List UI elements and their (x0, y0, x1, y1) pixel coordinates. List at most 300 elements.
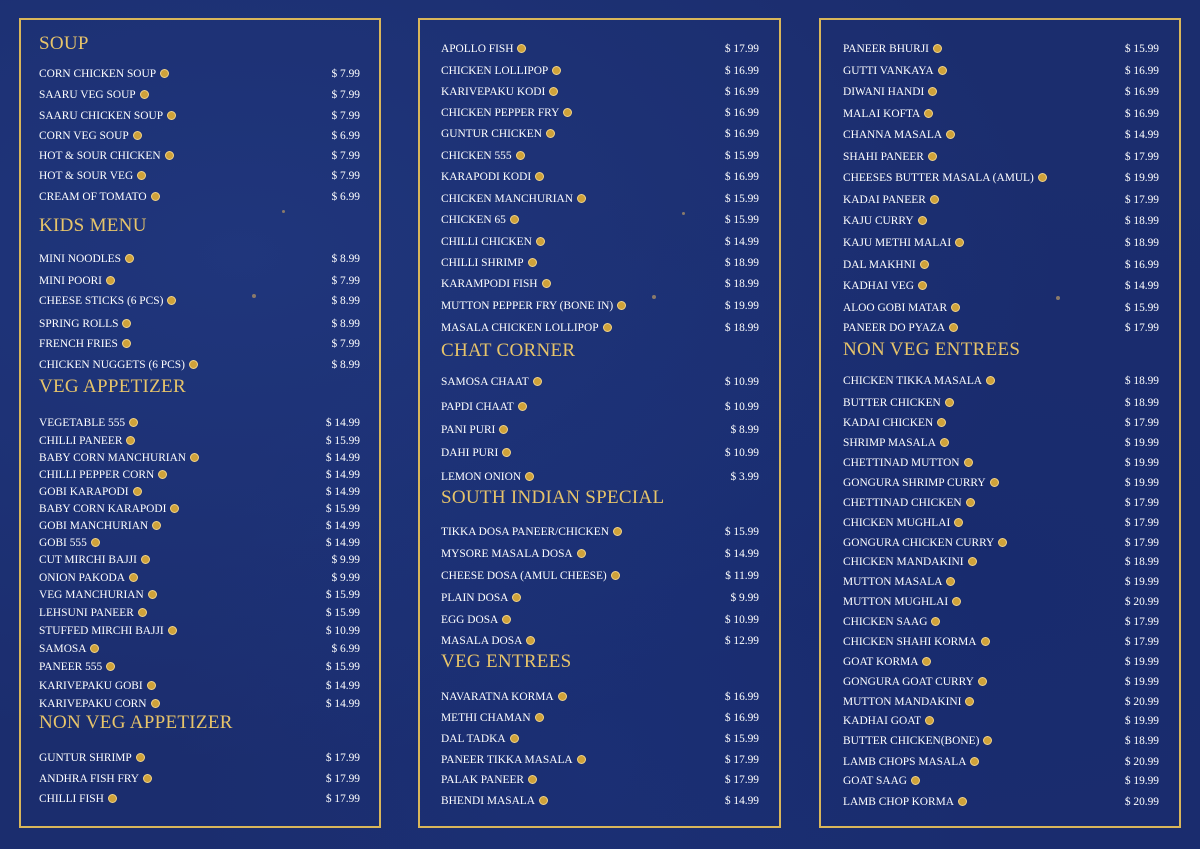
dish-badge-icon (986, 376, 995, 385)
menu-item-name (441, 41, 526, 57)
dish-badge-icon (945, 398, 954, 407)
menu-item-price: $ 14.99 (325, 698, 360, 710)
menu-item-price: $ 17.99 (1124, 517, 1159, 529)
dish-badge-icon (143, 774, 152, 783)
menu-item-price: $ 8.99 (331, 359, 360, 371)
dish-badge-icon (137, 171, 146, 180)
menu-item (843, 773, 1159, 789)
menu-item-price: $ 15.99 (724, 193, 759, 205)
menu-item (441, 689, 759, 705)
dish-badge-icon (502, 448, 511, 457)
menu-item-name (441, 689, 567, 705)
menu-item (39, 587, 360, 603)
menu-item-name (441, 710, 544, 726)
menu-item-name (441, 752, 586, 768)
menu-item-name (39, 108, 176, 124)
dish-badge-icon (133, 487, 142, 496)
dish-badge-icon (147, 681, 156, 690)
menu-item (441, 126, 759, 142)
menu-item (441, 710, 759, 726)
dish-badge-icon (160, 69, 169, 78)
menu-item (441, 399, 759, 415)
menu-item-label: CHICKEN 65 (441, 214, 506, 226)
menu-item-label: KARIVEPAKU GOBI (39, 680, 143, 692)
menu-item (441, 255, 759, 271)
menu-item-price: $ 10.99 (724, 401, 759, 413)
menu-item-label: CHETTINAD MUTTON (843, 457, 960, 469)
menu-item (843, 554, 1159, 570)
menu-item-name (843, 63, 947, 79)
menu-item-label: CHILLI FISH (39, 793, 104, 805)
dish-badge-icon (958, 797, 967, 806)
menu-item-label: CHILLI CHICKEN (441, 236, 532, 248)
dish-badge-icon (167, 296, 176, 305)
menu-item-name (441, 255, 537, 271)
menu-item-price: $ 15.99 (724, 150, 759, 162)
menu-item-label: GONGURA GOAT CURRY (843, 676, 974, 688)
section-title-soup: SOUP (39, 33, 89, 54)
menu-item-name (39, 587, 157, 603)
dish-badge-icon (151, 192, 160, 201)
dish-badge-icon (965, 697, 974, 706)
menu-item-price: $ 17.99 (724, 43, 759, 55)
menu-item-name (441, 772, 537, 788)
dish-badge-icon (951, 303, 960, 312)
menu-item-price: $ 15.99 (325, 661, 360, 673)
menu-item-label: PAPDI CHAAT (441, 401, 514, 413)
menu-item-label: MYSORE MASALA DOSA (441, 548, 573, 560)
menu-item-price: $ 17.99 (325, 773, 360, 785)
menu-item-price: $ 15.99 (1124, 302, 1159, 314)
menu-item-name (39, 189, 160, 205)
menu-item-label: CORN VEG SOUP (39, 130, 129, 142)
menu-item-price: $ 18.99 (724, 278, 759, 290)
menu-item-name (843, 192, 939, 208)
dish-badge-icon (510, 734, 519, 743)
menu-item-label: CHICKEN TIKKA MASALA (843, 375, 983, 387)
dish-badge-icon (968, 557, 977, 566)
menu-item (843, 574, 1159, 590)
dish-badge-icon (542, 279, 551, 288)
menu-item-name (843, 455, 973, 471)
menu-item-name (843, 794, 967, 810)
menu-item-label: STUFFED MIRCHI BAJJI (39, 625, 164, 637)
dish-badge-icon (535, 713, 544, 722)
menu-item (39, 316, 360, 332)
menu-item-label: CHICKEN MANDAKINI (843, 556, 964, 568)
menu-item-name (39, 791, 117, 807)
dish-badge-icon (125, 254, 134, 263)
dish-badge-icon (502, 615, 511, 624)
menu-item-price: $ 18.99 (724, 257, 759, 269)
menu-item-name (39, 148, 174, 164)
menu-item (843, 63, 1159, 79)
dish-badge-icon (931, 617, 940, 626)
dish-badge-icon (946, 577, 955, 586)
menu-item-label: SAMOSA (39, 643, 87, 655)
menu-item-name (441, 320, 612, 336)
menu-item (39, 518, 360, 534)
dish-badge-icon (167, 111, 176, 120)
menu-item-label: VEG MANCHURIAN (39, 589, 144, 601)
menu-item-label: GUTTI VANKAYA (843, 65, 934, 77)
menu-item-price: $ 12.99 (724, 635, 759, 647)
dish-badge-icon (918, 281, 927, 290)
menu-item-name (843, 713, 934, 729)
menu-item-label: DAL MAKHNI (843, 259, 916, 271)
menu-item (843, 614, 1159, 630)
menu-item (843, 213, 1159, 229)
menu-item-name (39, 570, 138, 586)
menu-item-name (843, 235, 964, 251)
menu-item-price: $ 17.99 (1124, 151, 1159, 163)
menu-item-label: GOBI MANCHURIAN (39, 520, 149, 532)
dish-badge-icon (165, 151, 174, 160)
menu-item-price: $ 19.99 (1124, 172, 1159, 184)
menu-item (843, 149, 1159, 165)
menu-item-name (441, 399, 527, 415)
menu-item-label: KARIVEPAKU KODI (441, 86, 546, 98)
menu-item-name (843, 594, 961, 610)
menu-item-label: BABY CORN MANCHURIAN (39, 452, 187, 464)
menu-item-name (39, 659, 115, 675)
dish-badge-icon (141, 555, 150, 564)
menu-item-price: $ 17.99 (325, 752, 360, 764)
menu-item-name (441, 105, 572, 121)
dish-badge-icon (981, 637, 990, 646)
menu-item-name (843, 106, 933, 122)
menu-item (843, 475, 1159, 491)
menu-item-price: $ 9.99 (331, 554, 360, 566)
menu-item-price: $ 15.99 (325, 503, 360, 515)
dish-badge-icon (966, 498, 975, 507)
menu-item-label: MALAI KOFTA (843, 108, 921, 120)
dish-badge-icon (546, 129, 555, 138)
menu-item-name (441, 234, 545, 250)
menu-item-name (441, 546, 586, 562)
dish-badge-icon (955, 238, 964, 247)
dish-badge-icon (189, 360, 198, 369)
dish-badge-icon (990, 478, 999, 487)
dish-badge-icon (528, 258, 537, 267)
dish-badge-icon (517, 44, 526, 53)
section-title-veg-entrees: VEG ENTREES (441, 651, 572, 672)
menu-item-name (39, 641, 99, 657)
menu-item-label: CREAM OF TOMATO (39, 191, 147, 203)
menu-item (39, 696, 360, 712)
menu-item (441, 212, 759, 228)
menu-item-label: PANEER TIKKA MASALA (441, 754, 573, 766)
menu-item-name (39, 696, 160, 712)
menu-item-label: MINI POORI (39, 275, 102, 287)
menu-item-label: CHICKEN MUGHLAI (843, 517, 951, 529)
dish-badge-icon (535, 172, 544, 181)
dish-badge-icon (533, 377, 542, 386)
menu-item (39, 791, 360, 807)
menu-item-label: CHICKEN MANCHURIAN (441, 193, 573, 205)
menu-item-name (843, 84, 937, 100)
menu-item-price: $ 19.99 (1124, 437, 1159, 449)
menu-item-name (843, 754, 979, 770)
dish-badge-icon (613, 527, 622, 536)
menu-item-price: $ 17.99 (1124, 497, 1159, 509)
menu-item-label: APOLLO FISH (441, 43, 514, 55)
menu-item-label: CHEESE DOSA (AMUL CHEESE) (441, 570, 607, 582)
menu-item-price: $ 19.99 (1124, 656, 1159, 668)
dish-badge-icon (940, 438, 949, 447)
menu-item-label: CHANNA MASALA (843, 129, 943, 141)
menu-item (39, 641, 360, 657)
dish-badge-icon (516, 151, 525, 160)
menu-item (843, 713, 1159, 729)
menu-item (843, 455, 1159, 471)
menu-item-name (441, 276, 551, 292)
menu-item-price: $ 18.99 (1124, 556, 1159, 568)
menu-item (441, 191, 759, 207)
menu-item-price: $ 15.99 (325, 589, 360, 601)
menu-item-price: $ 6.99 (331, 130, 360, 142)
menu-item (39, 659, 360, 675)
menu-item-name (843, 515, 963, 531)
menu-item-label: GUNTUR CHICKEN (441, 128, 542, 140)
menu-item-price: $ 14.99 (325, 417, 360, 429)
menu-item-label: BUTTER CHICKEN(BONE) (843, 735, 980, 747)
menu-item (441, 320, 759, 336)
dish-badge-icon (168, 626, 177, 635)
dish-badge-icon (978, 677, 987, 686)
menu-item (441, 469, 759, 485)
menu-item-price: $ 20.99 (1124, 596, 1159, 608)
menu-item (843, 170, 1159, 186)
menu-item-name (843, 435, 949, 451)
menu-item (441, 590, 759, 606)
dish-badge-icon (952, 597, 961, 606)
menu-item-label: TIKKA DOSA PANEER/CHICKEN (441, 526, 609, 538)
menu-item-label: KAJU METHI MALAI (843, 237, 952, 249)
menu-item-price: $ 18.99 (1124, 375, 1159, 387)
menu-item-price: $ 7.99 (331, 89, 360, 101)
menu-item (843, 594, 1159, 610)
menu-item-name (39, 518, 161, 534)
menu-item (39, 450, 360, 466)
menu-item-name (843, 300, 960, 316)
menu-item (843, 41, 1159, 57)
dish-badge-icon (151, 699, 160, 708)
dish-badge-icon (911, 776, 920, 785)
menu-item-price: $ 19.99 (1124, 715, 1159, 727)
menu-item-price: $ 14.99 (325, 680, 360, 692)
menu-item (39, 467, 360, 483)
dish-badge-icon (148, 590, 157, 599)
menu-item-name (843, 213, 927, 229)
menu-item-price: $ 16.99 (724, 65, 759, 77)
menu-item-label: CHILLI PEPPER CORN (39, 469, 155, 481)
menu-item (441, 234, 759, 250)
dish-badge-icon (933, 44, 942, 53)
menu-item-price: $ 16.99 (1124, 86, 1159, 98)
dish-badge-icon (518, 402, 527, 411)
menu-item (843, 754, 1159, 770)
dish-badge-icon (552, 66, 561, 75)
menu-item (39, 552, 360, 568)
menu-item-price: $ 7.99 (331, 338, 360, 350)
menu-item (441, 772, 759, 788)
menu-item-name (441, 445, 511, 461)
menu-item-label: PANEER 555 (39, 661, 103, 673)
menu-item-label: PANEER DO PYAZA (843, 322, 946, 334)
menu-item-name (39, 87, 149, 103)
menu-item-name (843, 773, 920, 789)
menu-item-label: MUTTON MANDAKINI (843, 696, 962, 708)
menu-item-name (843, 373, 995, 389)
menu-item (39, 501, 360, 517)
dish-badge-icon (954, 518, 963, 527)
menu-item-price: $ 14.99 (325, 520, 360, 532)
menu-item-name (441, 374, 542, 390)
dish-badge-icon (138, 608, 147, 617)
menu-item-label: METHI CHAMAN (441, 712, 531, 724)
dish-badge-icon (946, 130, 955, 139)
menu-item-price: $ 18.99 (1124, 397, 1159, 409)
menu-item-price: $ 17.99 (1124, 194, 1159, 206)
menu-item (843, 733, 1159, 749)
menu-item-label: SPRING ROLLS (39, 318, 119, 330)
menu-item-price: $ 16.99 (724, 86, 759, 98)
menu-item-price: $ 18.99 (1124, 237, 1159, 249)
menu-item-name (843, 475, 999, 491)
menu-item-label: SHAHI PANEER (843, 151, 924, 163)
dish-badge-icon (136, 753, 145, 762)
section-title-south-indian-special: SOUTH INDIAN SPECIAL (441, 487, 665, 508)
menu-item-price: $ 16.99 (724, 128, 759, 140)
menu-item-label: GONGURA SHRIMP CURRY (843, 477, 986, 489)
dish-badge-icon (108, 794, 117, 803)
menu-item-name (843, 127, 955, 143)
menu-item (39, 168, 360, 184)
menu-item-label: KADHAI GOAT (843, 715, 922, 727)
menu-item-label: BHENDI MASALA (441, 795, 535, 807)
menu-item-label: GONGURA CHICKEN CURRY (843, 537, 995, 549)
menu-item (39, 336, 360, 352)
menu-item-name (441, 524, 622, 540)
menu-item (441, 63, 759, 79)
menu-item (843, 435, 1159, 451)
menu-item-name (441, 469, 534, 485)
menu-item (39, 108, 360, 124)
section-title-veg-appetizer: VEG APPETIZER (39, 376, 186, 397)
menu-item (441, 445, 759, 461)
menu-item-name (441, 191, 586, 207)
menu-item-price: $ 10.99 (724, 447, 759, 459)
section-title-chat-corner: CHAT CORNER (441, 340, 576, 361)
menu-item-price: $ 7.99 (331, 110, 360, 122)
menu-item-label: KADAI CHICKEN (843, 417, 934, 429)
dish-badge-icon (525, 472, 534, 481)
menu-item-price: $ 10.99 (724, 614, 759, 626)
menu-item (843, 300, 1159, 316)
menu-item-price: $ 17.99 (325, 793, 360, 805)
section-title-non-veg-appetizer: NON VEG APPETIZER (39, 712, 233, 733)
dish-badge-icon (577, 194, 586, 203)
menu-item-name (39, 357, 198, 373)
menu-item (39, 535, 360, 551)
menu-item-label: KADAI PANEER (843, 194, 926, 206)
dish-badge-icon (1038, 173, 1047, 182)
menu-item-price: $ 16.99 (724, 171, 759, 183)
menu-item-price: $ 19.99 (1124, 676, 1159, 688)
menu-item-label: ONION PAKODA (39, 572, 125, 584)
menu-item (441, 422, 759, 438)
menu-item-price: $ 14.99 (724, 795, 759, 807)
menu-item-name (843, 41, 942, 57)
dish-badge-icon (983, 736, 992, 745)
dish-badge-icon (539, 796, 548, 805)
menu-item-price: $ 15.99 (1124, 43, 1159, 55)
menu-item-label: CHICKEN SHAHI KORMA (843, 636, 977, 648)
dish-badge-icon (190, 453, 199, 462)
menu-item-label: CHICKEN LOLLIPOP (441, 65, 549, 77)
menu-item-name (39, 552, 150, 568)
menu-item-price: $ 7.99 (331, 150, 360, 162)
menu-item-price: $ 7.99 (331, 68, 360, 80)
menu-item (39, 771, 360, 787)
menu-item-label: CHILLI SHRIMP (441, 257, 524, 269)
menu-item-label: CHEESE STICKS (6 PCS) (39, 295, 164, 307)
menu-item-label: CHILLI PANEER (39, 435, 123, 447)
dish-badge-icon (928, 152, 937, 161)
menu-item (843, 794, 1159, 810)
menu-item-label: KARAPODI KODI (441, 171, 532, 183)
menu-item-name (843, 694, 974, 710)
menu-item-name (843, 495, 975, 511)
dish-badge-icon (528, 775, 537, 784)
dish-badge-icon (922, 657, 931, 666)
dish-badge-icon (549, 87, 558, 96)
menu-item-price: $ 8.99 (331, 295, 360, 307)
menu-item (39, 148, 360, 164)
menu-item (843, 395, 1159, 411)
menu-item-name (39, 484, 142, 500)
menu-item-label: PANI PURI (441, 424, 496, 436)
menu-item-price: $ 18.99 (1124, 735, 1159, 747)
menu-item-name (441, 63, 561, 79)
menu-item-label: PLAIN DOSA (441, 592, 509, 604)
menu-item-name (843, 170, 1047, 186)
menu-item-label: PANEER BHURJI (843, 43, 929, 55)
dish-badge-icon (577, 549, 586, 558)
menu-item (39, 750, 360, 766)
menu-item-price: $ 19.99 (1124, 457, 1159, 469)
menu-item-price: $ 15.99 (724, 214, 759, 226)
menu-item (843, 634, 1159, 650)
menu-item-name (39, 316, 131, 332)
menu-item-price: $ 17.99 (724, 754, 759, 766)
menu-item (843, 320, 1159, 336)
menu-item (843, 106, 1159, 122)
menu-item-label: CHETTINAD CHICKEN (843, 497, 962, 509)
menu-item (843, 694, 1159, 710)
menu-item-price: $ 16.99 (724, 691, 759, 703)
menu-item-price: $ 16.99 (724, 712, 759, 724)
dish-badge-icon (563, 108, 572, 117)
menu-item-label: SHRIMP MASALA (843, 437, 936, 449)
menu-item-label: GOBI 555 (39, 537, 87, 549)
menu-item-name (441, 148, 525, 164)
menu-item-price: $ 19.99 (1124, 775, 1159, 787)
menu-item-name (39, 168, 146, 184)
menu-item-name (441, 731, 519, 747)
menu-item-price: $ 7.99 (331, 170, 360, 182)
